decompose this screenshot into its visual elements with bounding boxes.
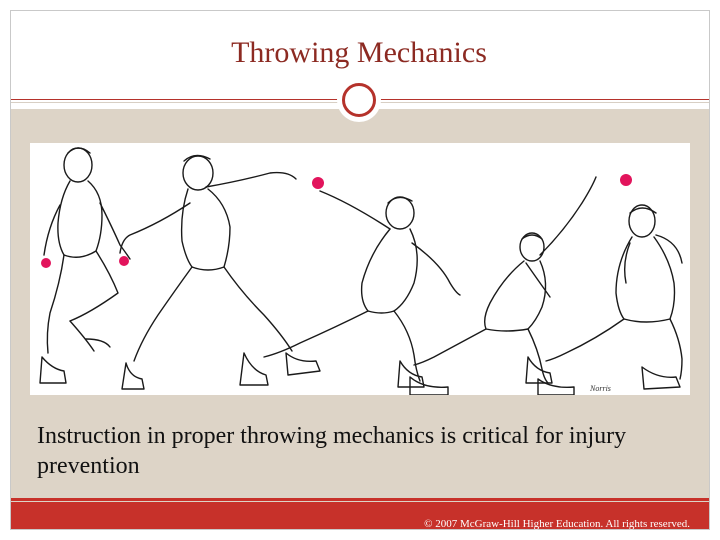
throwing-sequence-illustration <box>30 143 690 395</box>
body-text: Instruction in proper throwing mechanics is critical for injury prevention <box>37 423 627 479</box>
figure-stride <box>120 155 320 389</box>
ball-icon <box>41 258 51 268</box>
throwing-figures-drawing <box>30 143 690 395</box>
figure-follow-through <box>398 177 596 395</box>
ball-positions <box>41 174 632 268</box>
copyright-notice: © 2007 McGraw-Hill Higher Education. All rights reserved. <box>424 518 690 530</box>
figure-delivery <box>240 191 460 395</box>
slide-title: Throwing Mechanics <box>231 36 487 69</box>
ball-icon <box>119 256 129 266</box>
circle-ornament-icon <box>337 78 381 122</box>
ball-icon <box>312 177 324 189</box>
ball-icon <box>620 174 632 186</box>
figure-windup <box>40 148 130 383</box>
artist-signature: Norris <box>590 384 611 393</box>
